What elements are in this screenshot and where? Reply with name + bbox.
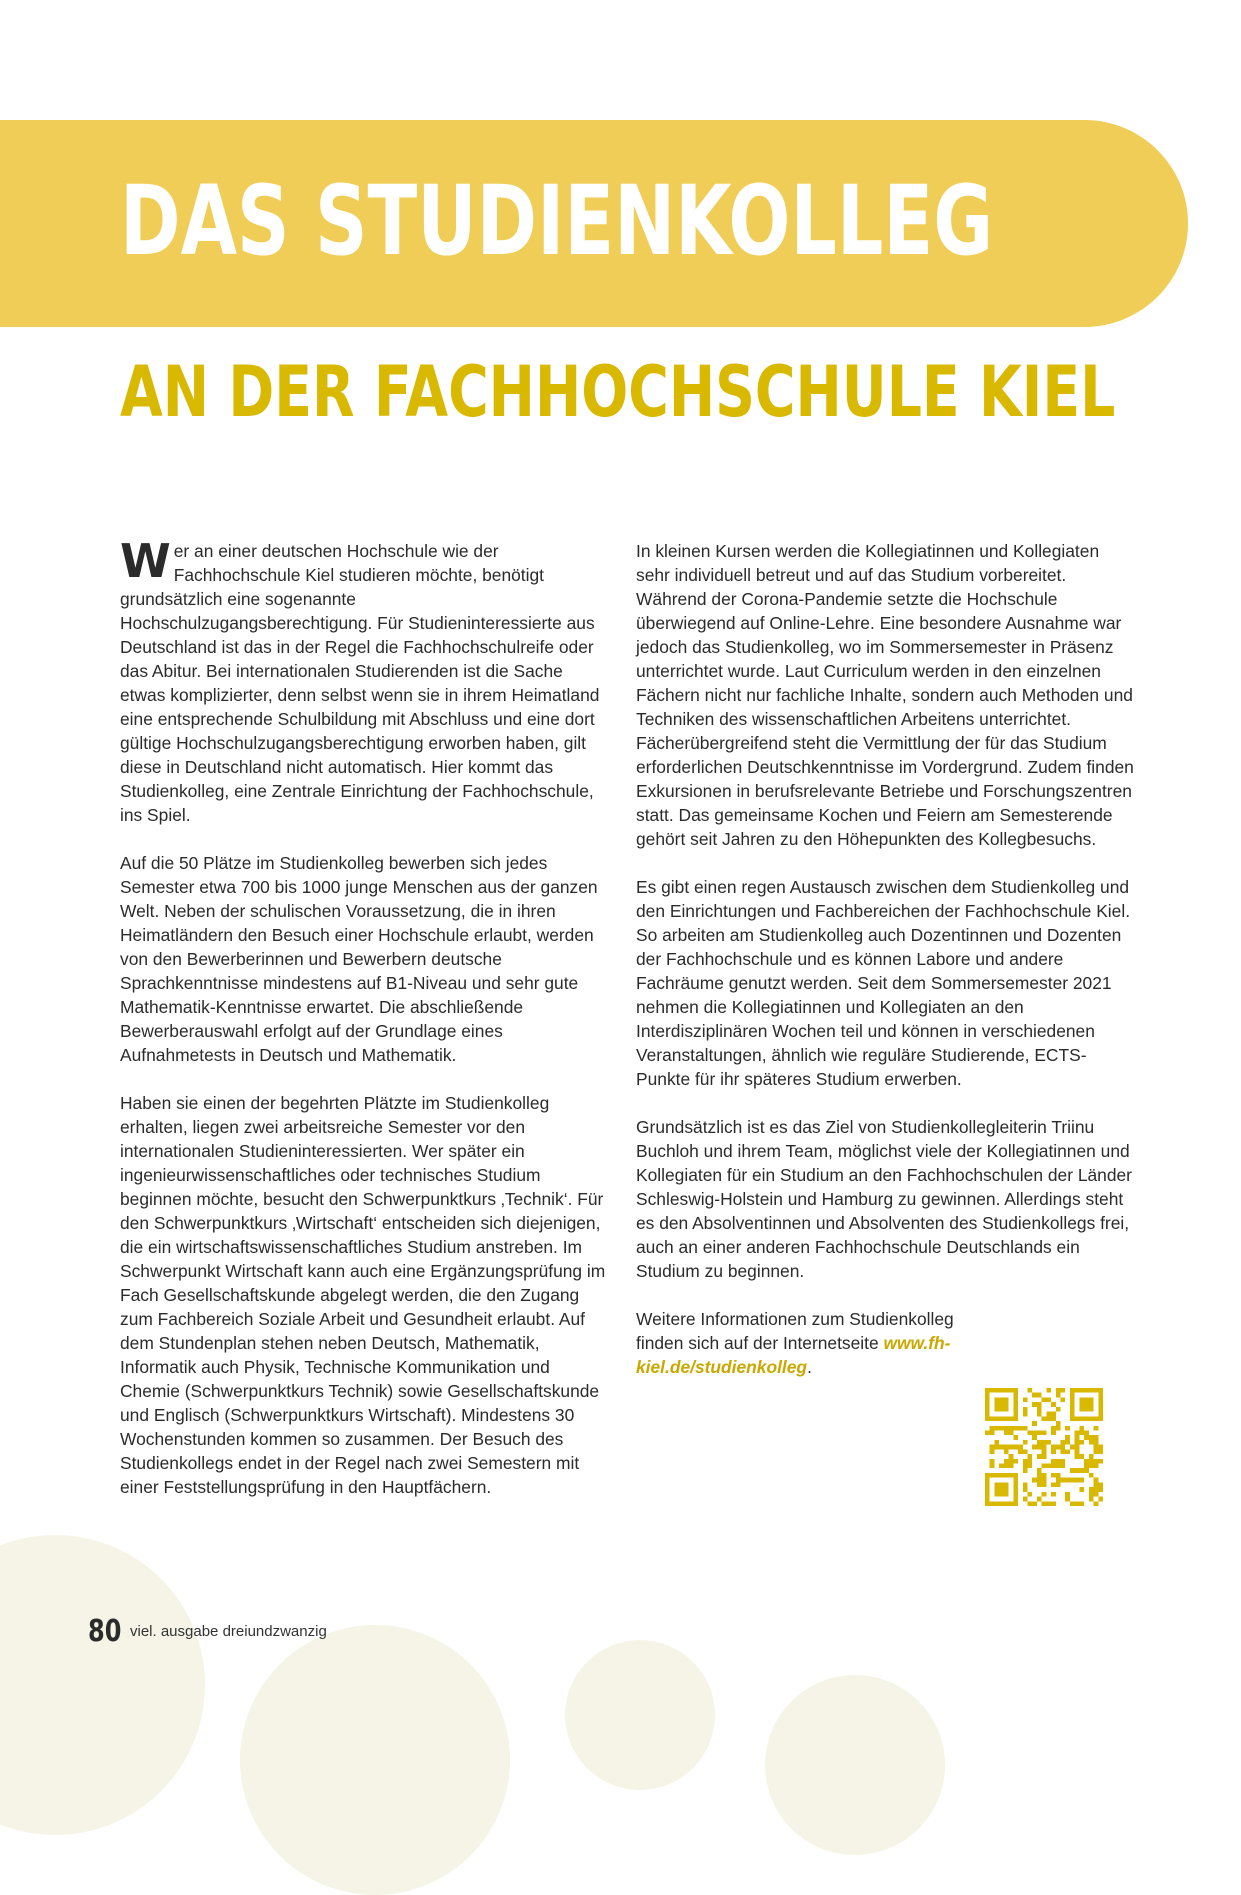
article-paragraph: Haben sie einen der begehrten Plätzte im Studienkolleg erhalten, liegen zwei arbeitsreiche Semester vor den internationalen Studieninteressierten. Wer später ein ingenieurwissenschaftliches oder technisches Studium beginnen möchte, besucht den Schwerpunktkurs ‚Technik‘. Für den Schwerpunktkurs ‚Wirtschaft‘ entscheiden sich diejenigen, die ein wirtschaftswissenschaftliches Studium anstreben. Im Schwerpunkt Wirtschaft kann auch eine Ergänzungsprüfung im Fach Gesellschaftskunde abgelegt werden, die den Zugang zum Fachbereich Soziale Arbeit und Gesundheit erlaubt. Auf dem Stundenplan stehen neben Deutsch, Mathematik, Informatik auch Physik, Technische Kommunikation und Chemie (Schwerpunktkurs Technik) sowie Gesellschaftskunde und Englisch (Schwerpunktkurs Wirtschaft). Mindestens 30 Wochenstunden kommen so zusammen. Der Besuch des Studienkollegs endet in der Regel nach zwei Semestern mit einer Feststellungsprüfung in den Hauptfächern. bbox=[120, 1093, 606, 1497]
decor-circle-mid bbox=[240, 1625, 510, 1895]
article-column-left bbox=[120, 534, 608, 1523]
article-column-right bbox=[636, 539, 1136, 1403]
decor-circle-right bbox=[765, 1675, 945, 1855]
info-paragraph bbox=[636, 1307, 966, 1379]
page-title: DAS STUDIENKOLLEG bbox=[120, 165, 994, 277]
info-text: Weitere Informationen zum Studienkolleg finden sich auf der Internetseite bbox=[636, 1309, 954, 1353]
page-number: 80 bbox=[88, 1614, 122, 1649]
paragraph-text: er an einer deutschen Hochschule wie der Fachhochschule Kiel studieren möchte, benötigt grundsätzlich eine sogenannte Hochschulzugangsberechtigung. Für Studieninteressierte aus Deutschland ist das in der Regel die Fachhochschulreife oder das Abitur. Bei internationalen Studierenden ist die Sache etwas komplizierter, denn selbst wenn sie in ihrem Heimatland eine entsprechende Schulbildung mit Abschluss und eine dort gültige Hochschulzugangsberechtigung erworben haben, gilt diese in Deutschland nicht automatisch. Hier kommt das Studienkolleg, eine Zentrale Einrichtung der Fachhochschule, ins Spiel. bbox=[120, 541, 600, 825]
decor-circle-small bbox=[565, 1640, 715, 1790]
article-paragraph: Es gibt einen regen Austausch zwischen dem Studienkolleg und den Einrichtungen und Fachbereichen der Fachhochschule Kiel. So arbeiten am Studienkolleg auch Dozentinnen und Dozenten der Fachhochschule und es können Labore und andere Fachräume genutzt werden. Seit dem Sommersemester 2021 nehmen die Kollegiatinnen und Kollegiaten an den Interdisziplinären Wochen teil und können in verschiedenen Veranstaltungen, ähnlich wie reguläre Studierende, ECTS-Punkte für ihr späteres Studium erwerben. bbox=[636, 877, 1131, 1089]
article-paragraph bbox=[120, 534, 608, 827]
article-paragraph: Auf die 50 Plätze im Studienkolleg bewerben sich jedes Semester etwa 700 bis 1000 junge Menschen aus der ganzen Welt. Neben der schulischen Voraussetzung, die in ihren Heimatländern den Besuch einer Hochschule erlaubt, werden von den Bewerberinnen und Bewerbern deutsche Sprachkenntnisse mindestens auf B1-Niveau und sehr gute Mathematik-Kenntnisse erwartet. Die abschließende Bewerberauswahl erfolgt auf der Grundlage eines Aufnahmetests in Deutsch und Mathematik. bbox=[120, 853, 598, 1065]
page-subtitle: AN DER FACHHOCHSCHULE KIEL bbox=[120, 351, 1116, 433]
issue-label: viel. ausgabe dreiundzwanzig bbox=[130, 1623, 327, 1640]
decor-circle-left bbox=[0, 1535, 205, 1835]
info-end: . bbox=[807, 1357, 812, 1377]
qr-code-icon[interactable] bbox=[985, 1388, 1103, 1506]
article-paragraph: In kleinen Kursen werden die Kollegiatinnen und Kollegiaten sehr individuell betreut und auf das Studium vorbereitet. Während der Corona-Pandemie setzte die Hochschule überwiegend auf Online-Lehre. Eine besondere Ausnahme war jedoch das Studienkolleg, wo im Sommersemester in Präsenz unterrichtet wurde. Laut Curriculum werden in den einzelnen Fächern nicht nur fachliche Inhalte, sondern auch Methoden und Techniken des wissenschaftlichen Arbeitens unterrichtet. Fächerübergreifend steht die Vermittlung der für das Studium erforderlichen Deutschkenntnisse im Vordergrund. Zudem finden Exkursionen in berufsrelevante Betriebe und Forschungszentren statt. Das gemeinsame Kochen und Feiern am Semesterende gehört seit Jahren zu den Höhepunkten des Kollegbesuchs. bbox=[636, 541, 1134, 849]
article-paragraph: Grundsätzlich ist es das Ziel von Studienkollegleiterin Triinu Buchloh und ihrem Team, möglichst viele der Kollegiatinnen und Kollegiaten für ein Studium an den Fachhochschulen der Länder Schleswig-Holstein und Hamburg zu gewinnen. Allerdings steht es den Absolventinnen und Absolventen des Studienkollegs frei, auch an einer anderen Fachhochschule Deutschlands ein Studium zu beginnen. bbox=[636, 1117, 1132, 1281]
drop-cap: W bbox=[120, 534, 171, 588]
website-link[interactable]: www.fh-kiel.de/studienkolleg bbox=[636, 1333, 951, 1377]
